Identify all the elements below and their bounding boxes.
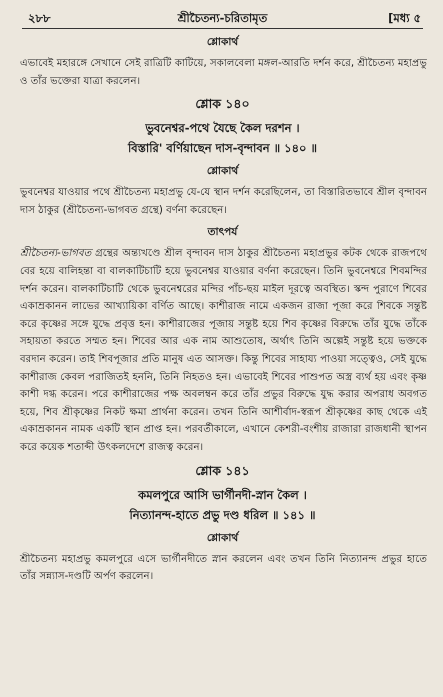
verse-text (18, 485, 427, 525)
purport-text: গ্রন্থের অন্ত্যখণ্ডে শ্রীল বৃন্দাবন দাস ঠাকুর শ্রীচৈতন্য মহাপ্রভুর কটক থেকে রাজপথে বের হয়ে বালিহন্তা বা বালকাটিচাটি হয়ে ভুবনেশ্বর যাওয়ার বর্ণনা করেছেন। তিনি ভুবনেশ্বরে শিবমন্দির দর্শন করেন। বালকাটিচাটি থেকে ভুবনেশ্বরের মন্দির পাঁচ-ছয় মাইল দূরত্বে অবস্থিত। স্কন্দ পুরাণে শিবের একাম্রকানন লাভের আখ্যায়িকা বর্ণিত আছে। কাশীরাজ নামে একজন রাজা পূজা করে শিবকে সন্তুষ্ট করে কৃষ্ণের সঙ্গে যুদ্ধে প্রবৃত্ত হন। কাশীরাজের পূজায় সন্তুষ্ট হয়ে শিব কৃষ্ণের বিরুদ্ধে তাঁর যুদ্ধে তাঁকে সহায়তা করতে সম্মত হন। শিবের আর এক নাম আশুতোষ, অর্থাৎ তিনি অল্পেই সন্তুষ্ট হয়ে ভক্তকে বরদান করেন। তাই শিবপূজার প্রতি মানুষ এত আসক্ত। কিন্তু শিবের সাহায্য পাওয়া সত্ত্বেও, সেই যুদ্ধে কাশীরাজ কেবল পরাজিতই হননি, তিনি নিহতও হন। এভাবেই শিবের পাশুপত অস্ত্র ব্যর্থ হয় এবং কৃষ্ণ কাশী দগ্ধ করেন। পরে কাশীরাজের পক্ষ অবলম্বন করে তাঁর প্রভুর বিরুদ্ধে যুদ্ধ করার অপরাধ অবগত হয়ে, শিব শ্রীকৃষ্ণের নিকট ক্ষমা প্রার্থনা করেন। তখন তিনি আশীর্বাদ-স্বরূপ শ্রীকৃষ্ণের কাছ থেকে এই একাম্রকানন নামক একটি স্থান প্রাপ্ত হন। পরবর্তীকালে, এখানে কেশরী-বংশীয় রাজারা রাজধানী স্থাপন করে কয়েক শতাব্দী উৎকলদেশে রাজত্ব করেন। (20, 248, 427, 453)
translation-heading: শ্লোকার্থ (206, 531, 239, 544)
running-title: শ্রীচৈতন্য-চরিতামৃত (177, 11, 268, 25)
translation-heading: শ্লোকার্থ (206, 165, 239, 178)
purport-paragraph (20, 245, 427, 456)
translation-paragraph: এভাবেই মহারঙ্গে সেখানে সেই রাত্রিটি কাটিয়ে, সকালবেলা মঙ্গল-আরতি দর্শন করে, শ্রীচৈতন্য মহাপ্রভু ও তাঁর ভক্তেরা যাত্রা করলেন। (20, 58, 427, 87)
verse-text (18, 118, 427, 158)
verse-line: ভুবনেশ্বর-পথে যৈছে কৈল দরশন । (145, 121, 300, 136)
section-marker: [মধ্য ৫ (388, 11, 421, 25)
verse-line: কমলপুরে আসি ভার্গীনদী-স্নান কৈল । (138, 487, 307, 502)
page-number: ২৮৮ (28, 11, 51, 25)
verse-number: শ্লোক ১৪০ (195, 96, 250, 112)
purport-heading: তাৎপর্য (207, 226, 238, 239)
page-header (18, 6, 427, 28)
verse-line: নিত্যানন্দ-হাতে প্রভু দণ্ড ধরিল ॥ ১৪১ ॥ (129, 507, 316, 522)
verse-number: শ্লোক ১৪১ (195, 462, 250, 478)
verse-line: বিস্তারি' বর্ণিয়াছেন দাস-বৃন্দাবন ॥ ১৪০ ॥ (127, 141, 318, 156)
book-title-italic: শ্রীচৈতন্য-ভাগবত (20, 248, 92, 260)
translation-heading: শ্লোকার্থ (206, 36, 239, 48)
translation-paragraph: শ্রীচৈতন্য মহাপ্রভু কমলপুরে এসে ভার্গীনদীতে স্নান করলেন এবং তখন তিনি নিত্যানন্দ প্রভুর হাতে তাঁর সন্ন্যাস-দণ্ডটি অর্পণ করলেন। (20, 553, 427, 583)
translation-paragraph: ভুবনেশ্বর যাওয়ার পথে শ্রীচৈতন্য মহাপ্রভু যে-যে স্থান দর্শন করেছিলেন, তা বিস্তারিতভাবে শ্রীল বৃন্দাবন দাস ঠাকুর (শ্রীচৈতন্য-ভাগবত গ্রন্থে) বর্ণনা করেছেন। (20, 187, 427, 216)
